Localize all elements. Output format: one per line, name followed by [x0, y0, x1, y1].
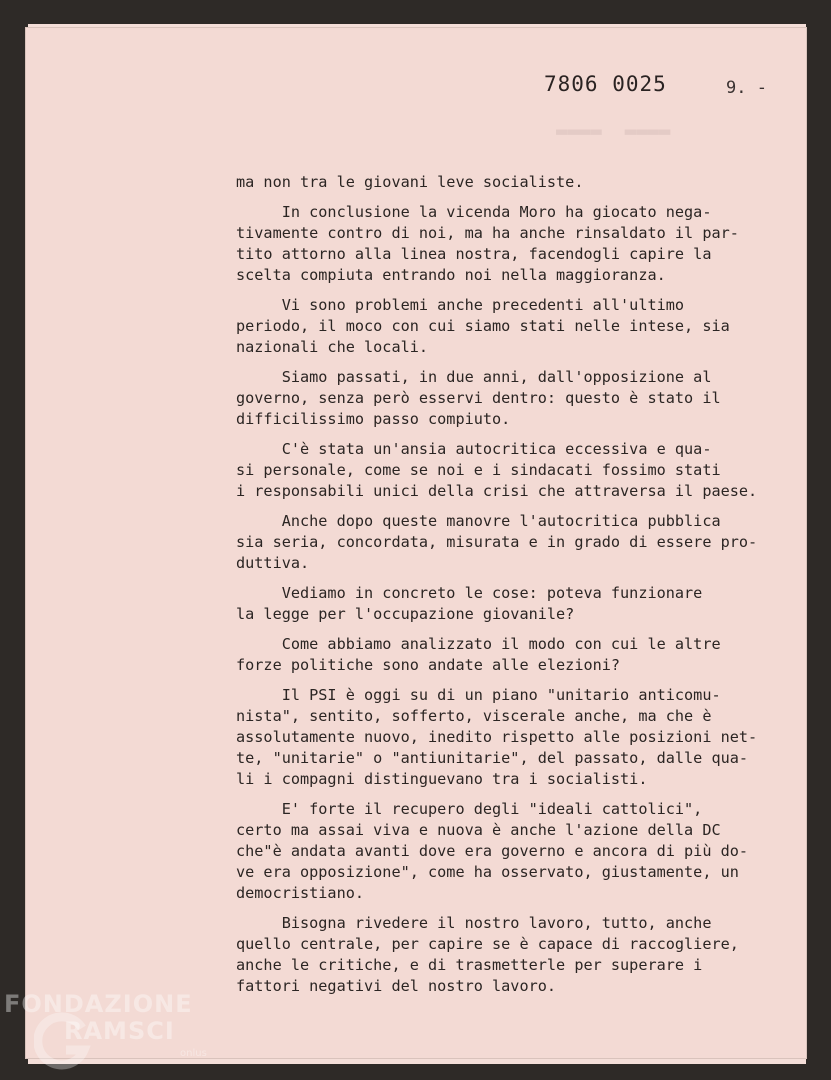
- text-line: Come abbiamo analizzato il modo con cui le altre: [236, 635, 721, 653]
- text-line: li i compagni distinguevano tra i socialisti.: [236, 770, 648, 788]
- text-line: democristiano.: [236, 884, 365, 902]
- text-line: Vi sono problemi anche precedenti all'ultimo: [236, 296, 685, 314]
- document-page: [26, 28, 806, 1058]
- paragraph: [236, 439, 796, 502]
- text-line: tivamente contro di noi, ma ha anche rinsaldato il par-: [236, 224, 739, 242]
- text-line: quello centrale, per capire se è capace di raccogliere,: [236, 935, 739, 953]
- text-line: si personale, come se noi e i sindacati fossimo stati: [236, 461, 721, 479]
- text-line: duttiva.: [236, 554, 310, 572]
- text-line: tito attorno alla linea nostra, facendogli capire la: [236, 245, 712, 263]
- text-line: Siamo passati, in due anni, dall'opposizione al: [236, 368, 712, 386]
- archive-stamp-number: 7806 0025: [544, 72, 667, 96]
- text-line: fattori negativi del nostro lavoro.: [236, 977, 557, 995]
- typed-body-text: [236, 172, 796, 1006]
- text-line: periodo, il moco con cui siamo stati nelle intese, sia: [236, 317, 730, 335]
- text-line: i responsabili unici della crisi che attraversa il paese.: [236, 482, 758, 500]
- text-line: sia seria, concordata, misurata e in grado di essere pro-: [236, 533, 758, 551]
- text-line: C'è stata un'ansia autocritica eccessiva e qua-: [236, 440, 712, 458]
- paragraph: [236, 583, 796, 625]
- paragraph: [236, 913, 796, 997]
- paragraph: [236, 511, 796, 574]
- text-line: la legge per l'occupazione giovanile?: [236, 605, 575, 623]
- fondazione-gramsci-watermark: [4, 990, 214, 1072]
- watermark-line-2: RAMSCI: [64, 1017, 175, 1045]
- text-line: In conclusione la vicenda Moro ha giocato nega-: [236, 203, 712, 221]
- text-line: difficilissimo passo compiuto.: [236, 410, 511, 428]
- text-line: Anche dopo queste manovre l'autocritica pubblica: [236, 512, 721, 530]
- text-line: che"è andata avanti dove era governo e ancora di più do-: [236, 842, 749, 860]
- text-line: Vediamo in concreto le cose: poteva funzionare: [236, 584, 703, 602]
- paragraph: [236, 367, 796, 430]
- text-line: anche le critiche, e di trasmetterle per superare i: [236, 956, 703, 974]
- text-line: certo ma assai viva e nuova è anche l'azione della DC: [236, 821, 721, 839]
- text-line: te, "unitarie" o "antiunitarie", del passato, dalle qua-: [236, 749, 749, 767]
- paragraph: [236, 799, 796, 904]
- text-line: assolutamente nuovo, inedito rispetto alle posizioni net-: [236, 728, 758, 746]
- text-line: Il PSI è oggi su di un piano "unitario anticomu-: [236, 686, 721, 704]
- text-line: nazionali che locali.: [236, 338, 429, 356]
- text-line: scelta compiuta entrando noi nella maggioranza.: [236, 266, 666, 284]
- text-line: E' forte il recupero degli "ideali cattolici",: [236, 800, 703, 818]
- text-line: ma non tra le giovani leve socialiste.: [236, 173, 584, 191]
- paragraph: [236, 172, 796, 193]
- text-line: governo, senza però esservi dentro: questo è stato il: [236, 389, 721, 407]
- text-line: nista", sentito, sofferto, viscerale anche, ma che è: [236, 707, 712, 725]
- watermark-line-1: FONDAZIONE: [4, 990, 193, 1018]
- paragraph: [236, 685, 796, 790]
- text-line: Bisogna rivedere il nostro lavoro, tutto, anche: [236, 914, 712, 932]
- paragraph: [236, 295, 796, 358]
- text-line: forze politiche sono andate alle elezioni?: [236, 656, 621, 674]
- watermark-line-3: onlus: [180, 1048, 207, 1059]
- paragraph: [236, 634, 796, 676]
- bleed-through-shadow: ▬▬▬▬ ▬▬▬▬: [556, 120, 671, 142]
- text-line: ve era opposizione", come ha osservato, giustamente, un: [236, 863, 739, 881]
- paragraph: [236, 202, 796, 286]
- page-number: 9. -: [726, 78, 767, 98]
